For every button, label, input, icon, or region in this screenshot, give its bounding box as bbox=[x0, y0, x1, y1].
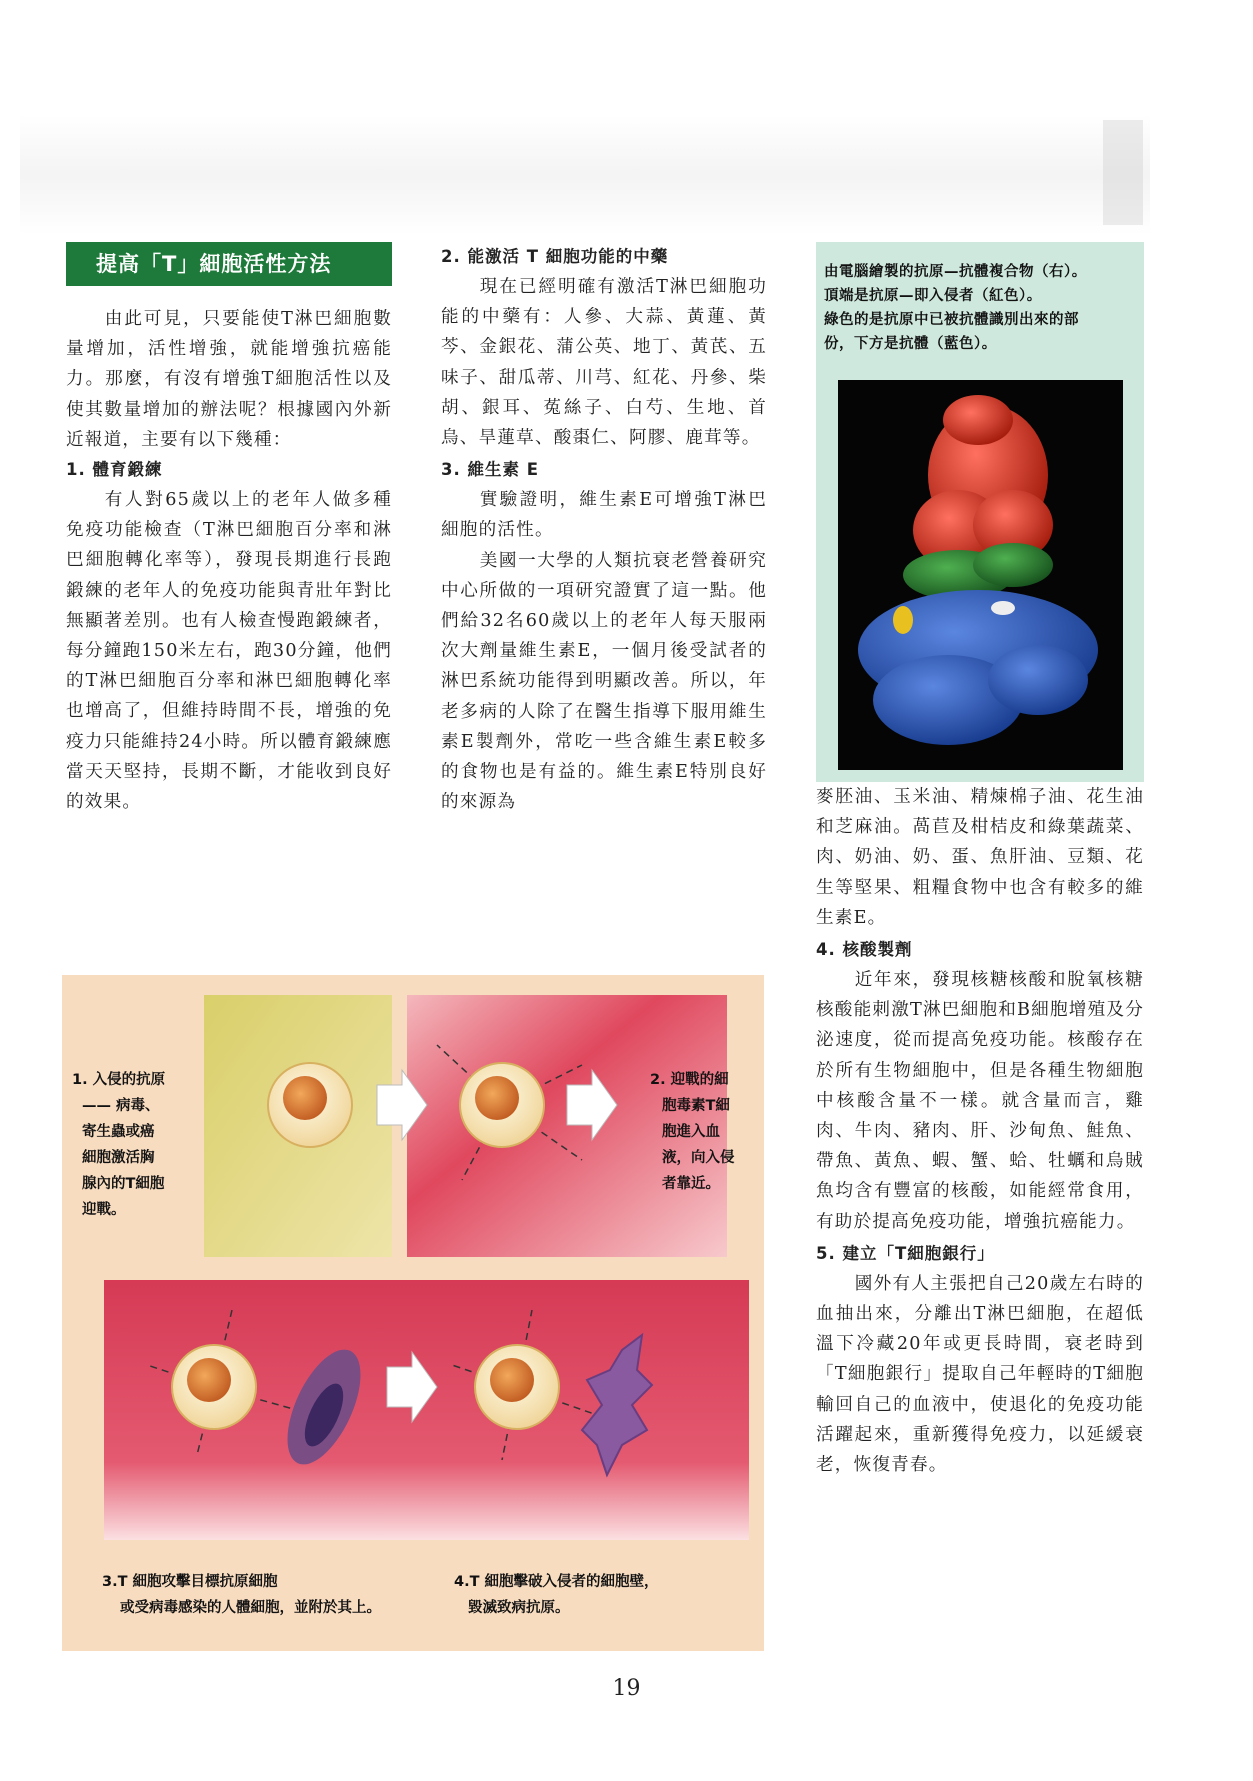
section-5-body: 國外有人主張把自己20歲左右時的血抽出來，分離出T淋巴細胞，在超低溫下冷藏20年或更長時間，衰老時到「T細胞銀行」提取自己年輕時的T細胞輸回自己的血液中，使退化的免疫功能活躍起來，重新獲得免疫力，以延緩衰老，恢復青春。 bbox=[816, 1273, 1144, 1476]
caption-step-1 bbox=[72, 1067, 200, 1223]
caption-line: 2. 迎戰的細 bbox=[650, 1072, 729, 1088]
caption-step-3 bbox=[102, 1569, 432, 1621]
caption-line: 3.T 細胞攻擊目標抗原細胞 bbox=[102, 1574, 278, 1590]
section-1-body: 有人對65歲以上的老年人做多種免疫功能檢查（T淋巴細胞百分率和淋巴細胞轉化率等），發現長期進行長跑鍛練的老年人的免疫功能與青壯年對比無顯著差別。也有人檢查慢跑鍛練者，每分鐘跑150米左右，跑30分鐘，他們的T淋巴細胞百分率和淋巴細胞轉化率也增高了，但維持時間不長，增強的免疫力只能維持24小時。所以體育鍛練應當天天堅持，長期不斷，才能收到良好的效果。 bbox=[66, 490, 392, 813]
section-banner: 提高「T」細胞活性方法 bbox=[66, 242, 392, 286]
caption-line: 胞進入血 bbox=[662, 1124, 720, 1140]
caption-line: 液，向入侵 bbox=[662, 1150, 735, 1166]
antibody-blue-region bbox=[858, 590, 1098, 745]
t-cell-attack-figure bbox=[62, 975, 764, 1651]
figure-top-caption bbox=[824, 260, 1139, 356]
header-watermark bbox=[20, 115, 1150, 235]
figure-top-caption-line: 由電腦繪製的抗原—抗體複合物（右）。 bbox=[824, 264, 1087, 280]
caption-line: 1. 入侵的抗原 bbox=[72, 1072, 166, 1088]
section-3-continued: 麥胚油、玉米油、精煉棉子油、花生油和芝麻油。萵苣及柑桔皮和綠葉蔬菜、肉、奶油、奶、蛋、魚肝油、豆類、花生等堅果、粗糧食物中也含有較多的維生素E。 bbox=[816, 787, 1144, 928]
header-watermark-block bbox=[1103, 120, 1143, 225]
page-number: 19 bbox=[612, 1676, 641, 1701]
column-1 bbox=[66, 242, 392, 817]
caption-line: 胞毒素T細 bbox=[662, 1098, 730, 1114]
figure-top-caption-line: 綠色的是抗原中已被抗體識別出來的部 bbox=[824, 312, 1079, 328]
intro-paragraph: 由此可見，只要能使T淋巴細胞數量增加，活性增強，就能增強抗癌能力。那麼，有沒有增強T細胞活性以及使其數量增加的辦法呢？根據國內外新近報道，主要有以下幾種： bbox=[66, 309, 392, 450]
antigen-antibody-figure bbox=[816, 242, 1144, 782]
caption-line: 4.T 細胞擊破入侵者的細胞壁， bbox=[454, 1574, 659, 1590]
column-3 bbox=[816, 782, 1144, 1480]
antigen-red-region bbox=[913, 395, 1053, 570]
caption-line: 細胞激活胸 bbox=[82, 1150, 155, 1166]
molecule-illustration bbox=[838, 380, 1123, 770]
section-3-body-1: 實驗證明，維生素E可增強T淋巴細胞的活性。 bbox=[441, 490, 767, 541]
molecule-image bbox=[838, 380, 1123, 770]
caption-line: 迎戰。 bbox=[82, 1202, 126, 1218]
section-5-title: 5. 建立「T細胞銀行」 bbox=[816, 1243, 995, 1263]
caption-line: 或受病毒感染的人體細胞，並附於其上。 bbox=[120, 1600, 381, 1616]
figure-top-caption-line: 份，下方是抗體（藍色）。 bbox=[824, 336, 997, 352]
section-2-body: 現在已經明確有激活T淋巴細胞功能的中藥有：人參、大蒜、黃蓮、黃芩、金銀花、蒲公英、地丁、黃芪、五味子、甜瓜蒂、川芎、紅花、丹參、柴胡、銀耳、菟絲子、白芍、生地、首烏、旱蓮草、酸棗仁、阿膠、鹿茸等。 bbox=[441, 277, 767, 449]
caption-line: 者靠近。 bbox=[662, 1176, 720, 1192]
column-2 bbox=[441, 242, 767, 817]
section-1-title: 1. 體育鍛練 bbox=[66, 460, 163, 480]
section-4-body: 近年來，發現核糖核酸和脫氧核糖核酸能刺激T淋巴細胞和B細胞增殖及分泌速度，從而提高免疫功能。核酸存在於所有生物細胞中，但是各種生物細胞中核酸含量不一樣。就含量而言，雞肉、牛肉、豬肉、肝、沙甸魚、鮭魚、帶魚、黃魚、蝦、蟹、蛤、牡蠣和烏賊魚均含有豐富的核酸，如能經常食用，有助於提高免疫功能，增強抗癌能力。 bbox=[816, 970, 1144, 1232]
caption-line: —— 病毒、 bbox=[82, 1098, 160, 1114]
caption-step-2 bbox=[650, 1067, 758, 1197]
caption-line: 寄生蟲或癌 bbox=[82, 1124, 155, 1140]
section-3-title: 3. 維生素 E bbox=[441, 460, 540, 480]
section-3-body-2: 美國一大學的人類抗衰老營養研究中心所做的一項研究證實了這一點。他們給32名60歲以上的老年人每天服兩次大劑量維生素E，一個月後受試者的淋巴系統功能得到明顯改善。所以，年老多病的人除了在醫生指導下服用維生素E製劑外，常吃一些含維生素E較多的食物也是有益的。維生素E特別良好的來源為 bbox=[441, 550, 767, 813]
caption-line: 毀滅致病抗原。 bbox=[468, 1600, 570, 1616]
caption-line: 腺內的T細胞 bbox=[82, 1176, 165, 1192]
section-4-title: 4. 核酸製劑 bbox=[816, 940, 913, 960]
caption-step-4 bbox=[454, 1569, 754, 1621]
section-2-title: 2. 能激活 T 細胞功能的中藥 bbox=[441, 247, 669, 266]
figure-top-caption-line: 頂端是抗原—即入侵者（紅色）。 bbox=[824, 288, 1042, 304]
